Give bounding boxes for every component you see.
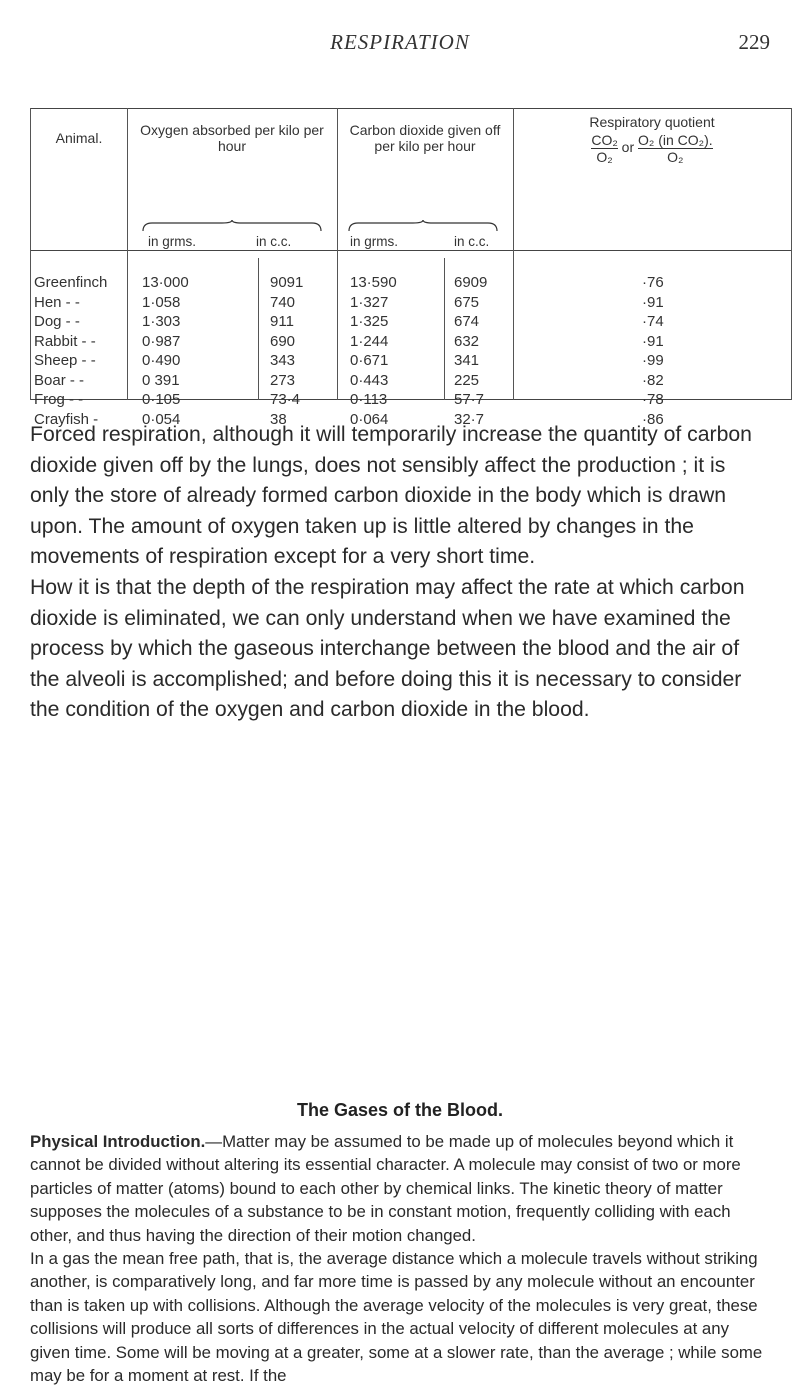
cell-animal: Rabbit - - [34, 332, 96, 350]
cell-oxygen-cc: 740 [270, 293, 296, 311]
cell-oxygen-grams: 0·987 [142, 332, 181, 350]
runin-heading: Physical Introduction. [30, 1132, 206, 1151]
cell-oxygen-cc: 273 [270, 371, 296, 389]
rq-formula [516, 132, 788, 165]
cell-co2-cc: 6909 [454, 274, 488, 291]
cell-oxygen-grams: 13·000 [142, 274, 189, 291]
cell-co2-cc: 57·7 [454, 391, 485, 408]
cell-rq: ·78 [642, 391, 664, 408]
body-paragraph: How it is that the depth of the respiration may affect the rate at which carbon dioxide is eliminated, we can only understand when we have examined the process by which the gaseous interchange between the blood and the air of the alveoli is accomplished; and before doing this it is necessary to consider the condition of the oxygen and carbon dioxide in the blood. [30, 575, 745, 722]
running-head [0, 30, 800, 60]
table-left-rule [30, 108, 31, 400]
cell-oxygen-grams: 0·490 [142, 352, 181, 369]
page-number: 229 [738, 30, 770, 54]
cell-animal: Crayfish - [34, 410, 99, 428]
cell-co2-grams: 0·113 [350, 391, 388, 408]
section-paragraph: In a gas the mean free path, that is, the average distance which a molecule travels without striking another, is comparatively long, and far more time is passed by any molecule without an encounter than is taken up with collisions. Although the average velocity of the molecules is very great, these collisions will produce all sorts of differences in the actual velocity of different molecules at any given time. Some will be moving at a greater, some at a slower rate, than the average ; while some may be for a moment at rest. If the [30, 1249, 763, 1386]
cell-co2-grams: 13·590 [350, 274, 397, 291]
cell-oxygen-grams: 0·054 [142, 410, 181, 428]
cell-co2-grams: 0·443 [350, 371, 389, 389]
cell-co2-cc: 632 [454, 332, 480, 350]
subheader-co2-grams: in grms. [350, 234, 399, 249]
rq-ratio-co2-o2: $\frac{\text{CO₂}}{\text{O₂}}$ [591, 132, 618, 165]
cell-co2-grams: 0·064 [350, 410, 389, 428]
table-top-rule [30, 108, 792, 109]
cell-oxygen-grams: 0 391 [142, 371, 180, 389]
cell-rq: ·86 [642, 410, 664, 428]
cell-animal: Frog - - [34, 391, 84, 408]
cell-rq: ·91 [642, 332, 664, 350]
column-oxygen-cc [270, 273, 303, 429]
column-co2-grams [350, 273, 397, 429]
running-title: RESPIRATION [330, 30, 470, 54]
cell-co2-grams: 1·327 [350, 293, 389, 311]
column-oxygen-grams [142, 273, 189, 429]
rq-ratio-o2-in-co2: $\frac{\text{O₂ (in CO₂).}}{\text{O₂}}$ [638, 132, 713, 165]
cell-co2-cc: 32·7 [454, 410, 485, 428]
table-header-rule [30, 250, 792, 251]
section-text [30, 1130, 770, 1387]
cell-animal: Dog - - [34, 313, 80, 330]
column-divider [258, 258, 259, 400]
header-oxygen: Oxygen absorbed per kilo per hour [140, 122, 324, 154]
header-animal: Animal. [55, 130, 103, 146]
cell-rq: ·76 [642, 274, 664, 291]
cell-co2-cc: 225 [454, 371, 480, 389]
cell-rq: ·74 [642, 313, 664, 330]
subheader-oxygen-cc: in c.c. [256, 234, 292, 249]
respiration-table [30, 108, 792, 428]
header-carbon-dioxide: Carbon dioxide given off per kilo per hour [349, 122, 501, 154]
section-paragraph-text: —Matter may be assumed to be made up of molecules beyond which it cannot be divided without altering its essential character. A molecule may consist of two or more particles of matter (atoms) bound to each other by chemical links. The kinetic theory of matter supposes the molecules of a substance to be in constant motion, frequently colliding with each other, and thus having the direction of their motion changed. [30, 1132, 741, 1245]
column-respiratory-quotient [642, 273, 664, 429]
cell-animal: Sheep - - [34, 352, 96, 369]
cell-co2-cc: 675 [454, 293, 480, 311]
subheader-co2-cc: in c.c. [454, 234, 490, 249]
body-text [30, 420, 770, 726]
section-paragraph [30, 1130, 770, 1247]
cell-animal: Hen - - [34, 293, 80, 311]
section-heading: The Gases of the Blood. [296, 1100, 504, 1120]
cell-rq: ·91 [642, 293, 664, 311]
cell-oxygen-cc: 38 [270, 410, 287, 428]
column-animal [34, 273, 107, 429]
cell-animal: Greenfinch [34, 274, 108, 291]
subheader-oxygen-grams: in grms. [148, 234, 197, 249]
header-respiratory-quotient [516, 114, 788, 165]
oxygen-group-brace [142, 220, 322, 232]
rq-or: or [621, 139, 635, 156]
cell-co2-grams: 0·671 [350, 352, 389, 369]
cell-oxygen-grams: 1·303 [142, 313, 181, 330]
cell-oxygen-grams: 1·058 [142, 293, 181, 311]
cell-co2-grams: 1·244 [350, 332, 389, 350]
cell-oxygen-cc: 73·4 [270, 391, 301, 408]
body-paragraph: Forced respiration, although it will temporarily increase the quantity of carbon dioxide given off by the lungs, does not sensibly affect the production ; it is only the store of already formed carbon dioxide in the body which is drawn upon. The amount of oxygen taken up is little altered by changes in the movements of respiration except for a very short time. [30, 423, 752, 569]
cell-animal: Boar - - [34, 371, 85, 389]
rq-title: Respiratory quotient [589, 114, 715, 130]
cell-oxygen-cc: 343 [270, 352, 296, 369]
cell-oxygen-cc: 9091 [270, 274, 304, 291]
cell-rq: ·82 [642, 371, 664, 389]
cell-oxygen-cc: 690 [270, 332, 296, 350]
column-divider [444, 258, 445, 400]
co2-group-brace [348, 220, 498, 232]
cell-co2-grams: 1·325 [350, 313, 389, 330]
cell-rq: ·99 [642, 352, 664, 369]
column-divider [513, 108, 514, 400]
cell-co2-cc: 341 [454, 352, 480, 369]
cell-co2-cc: 674 [454, 313, 480, 330]
cell-oxygen-cc: 911 [270, 313, 294, 330]
column-co2-cc [454, 273, 487, 429]
cell-oxygen-grams: 0·105 [142, 391, 181, 408]
table-right-rule [791, 108, 792, 400]
